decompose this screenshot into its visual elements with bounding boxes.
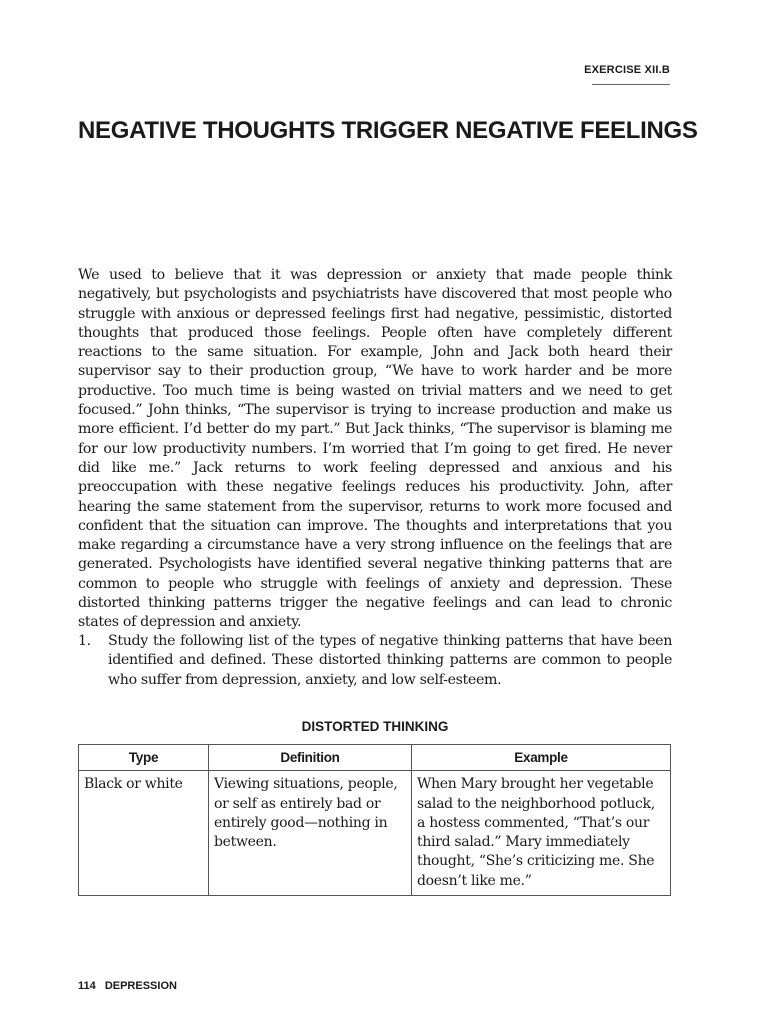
page-title: NEGATIVE THOUGHTS TRIGGER NEGATIVE FEELINGS: [78, 117, 698, 144]
table-header-row: [79, 745, 671, 771]
list-item-1: [78, 632, 672, 690]
header-type: Type: [79, 745, 209, 771]
header-example: Example: [412, 745, 671, 771]
list-item-number: 1.: [78, 633, 91, 649]
exercise-label: EXERCISE XII.B: [584, 64, 670, 76]
list-item-text: Study the following list of the types of negative thinking patterns that have been identified and defined. These distorted thinking patterns are common to people who suffer from depression, anxiety, and low self-esteem.: [108, 633, 672, 688]
page-footer: [78, 980, 177, 992]
cell-definition: Viewing situations, people, or self as entirely bad or entirely good—nothing in between.: [209, 771, 412, 896]
table-row: [79, 771, 671, 896]
page-number: 114: [78, 980, 96, 992]
footer-section: DEPRESSION: [104, 980, 177, 992]
exercise-underline: [592, 84, 670, 85]
cell-type: Black or white: [79, 771, 209, 896]
header-definition: Definition: [209, 745, 412, 771]
table-caption: DISTORTED THINKING: [301, 719, 449, 734]
distorted-thinking-table: [78, 744, 671, 896]
cell-example: When Mary brought her vegetable salad to the neighborhood potluck, a hostess commented, “That’s our third salad.” Mary immediately thought, “She’s criticizing me. She doesn’t like me.”: [412, 771, 671, 896]
intro-paragraph: We used to believe that it was depression or anxiety that made people think negatively, but psychologists and psychiatrists have discovered that most people who struggle with anxious or depressed feelings first had negative, pessimistic, distorted thoughts that produced those feelings. People often have completely different reactions to the same situation. For example, John and Jack both heard their supervisor say to their production group, “We have to work harder and be more productive. Too much time is being wasted on trivial matters and we need to get focused.” John thinks, “The supervisor is trying to increase production and make us more efficient. I’d better do my part.” But Jack thinks, “The supervisor is blaming me for our low productivity numbers. I’m worried that I’m going to get fired. He never did like me.” Jack returns to work feeling depressed and anxious and his preoccupation with these negative feelings reduces his productivity. John, after hearing the same statement from the supervisor, returns to work more focused and confident that the situation can improve. The thoughts and interpretations that you make regarding a circumstance have a very strong influence on the feelings that are generated. Psychologists have identified several negative thinking patterns that are common to people who struggle with feelings of anxiety and depression. These distorted thinking patterns trigger the negative feelings and can lead to chronic states of depression and anxiety.: [78, 267, 672, 631]
